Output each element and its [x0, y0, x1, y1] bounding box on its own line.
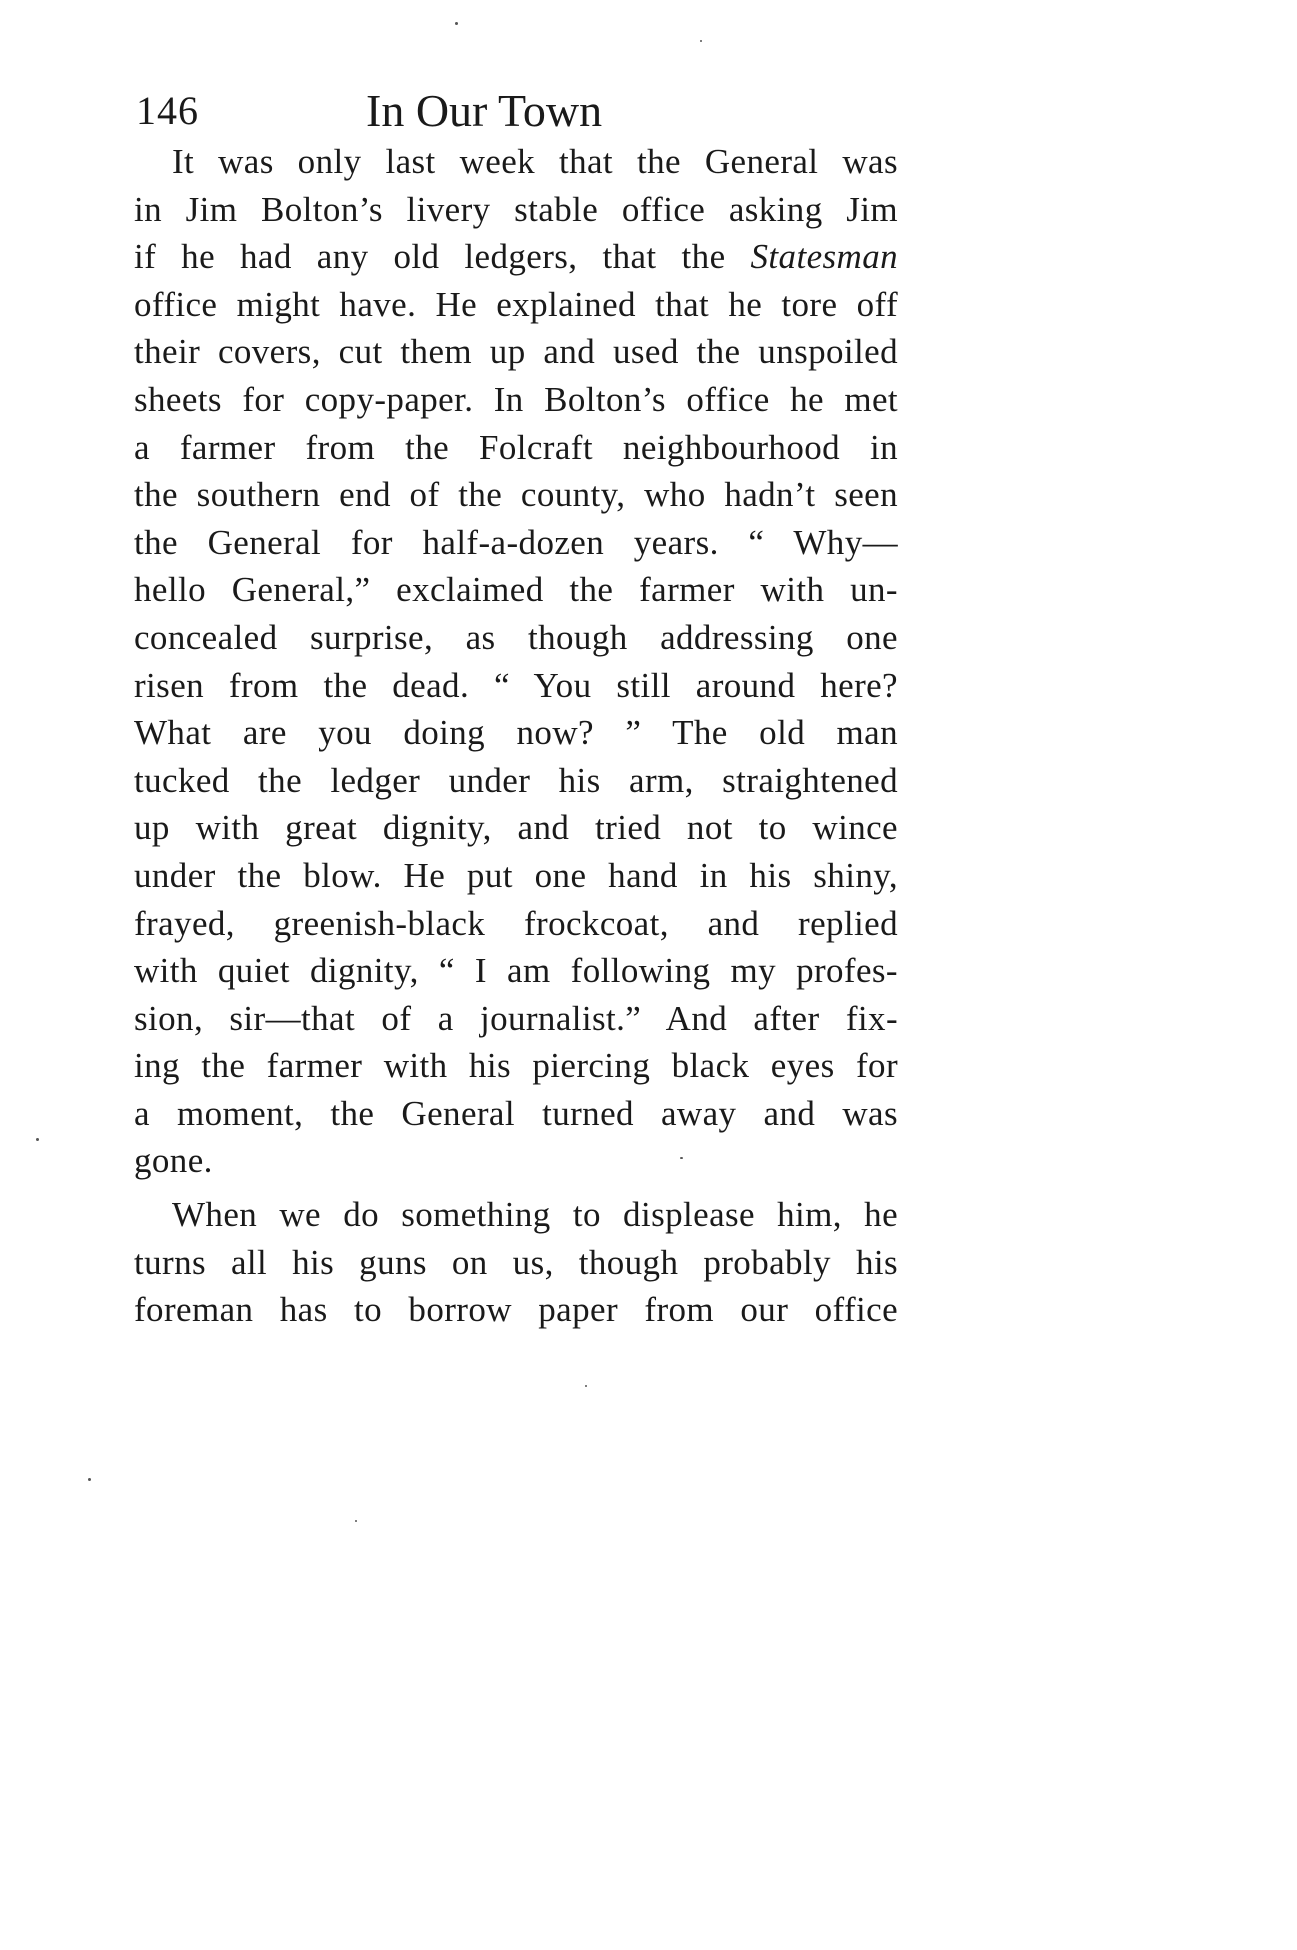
text-line-part: if he had any old ledgers, that the	[134, 237, 751, 277]
text-line: office might have. He explained that he tore off	[134, 284, 898, 324]
running-title: In Our Town	[366, 85, 603, 136]
body-text	[134, 138, 898, 1334]
text-line: ing the farmer with his piercing black eyes for	[134, 1046, 898, 1086]
text-line: foreman has to borrow paper from our office	[134, 1290, 898, 1330]
text-line: frayed, greenish-black frockcoat, and replied	[134, 903, 898, 943]
paper-speck	[36, 1138, 39, 1141]
text-line: gone.	[134, 1141, 213, 1181]
text-line: a moment, the General turned away and was	[134, 1093, 898, 1133]
text-line: their covers, cut them up and used the unspoiled	[134, 332, 898, 372]
paragraph-1	[134, 138, 898, 1185]
text-line: sheets for copy-paper. In Bolton’s office he met	[134, 379, 898, 419]
text-line: up with great dignity, and tried not to wince	[134, 808, 898, 848]
text-line: turns all his guns on us, though probably his	[134, 1242, 898, 1282]
paragraph-2	[134, 1191, 898, 1334]
text-line: sion, sir—that of a journalist.” And after fix-	[134, 998, 898, 1038]
text-line: hello General,” exclaimed the farmer with un-	[134, 570, 898, 610]
paper-speck	[88, 1478, 91, 1481]
paper-speck	[455, 22, 458, 25]
text-line: a farmer from the Folcraft neighbourhood in	[134, 427, 898, 467]
text-line: with quiet dignity, “ I am following my profes-	[134, 951, 898, 991]
text-line: under the blow. He put one hand in his shiny,	[134, 855, 898, 895]
text-line: risen from the dead. “ You still around here?	[134, 665, 898, 705]
text-line	[134, 233, 898, 281]
paper-speck	[585, 1385, 587, 1387]
text-line: tucked the ledger under his arm, straightened	[134, 760, 898, 800]
paper-speck	[355, 1520, 357, 1522]
page-header	[136, 86, 896, 146]
text-line: When we do something to displease him, he	[172, 1195, 898, 1235]
text-line: concealed surprise, as though addressing one	[134, 617, 898, 657]
paper-speck	[700, 40, 702, 42]
paper-speck	[680, 1157, 683, 1159]
text-line: in Jim Bolton’s livery stable office asking Jim	[134, 189, 898, 229]
text-line: the southern end of the county, who hadn’t seen	[134, 475, 898, 515]
text-line: It was only last week that the General was	[172, 142, 898, 181]
italic-word: Statesman	[750, 237, 898, 277]
text-line: the General for half-a-dozen years. “ Why—	[134, 522, 898, 562]
text-line: What are you doing now? ” The old man	[134, 713, 898, 753]
page-number: 146	[136, 88, 199, 133]
